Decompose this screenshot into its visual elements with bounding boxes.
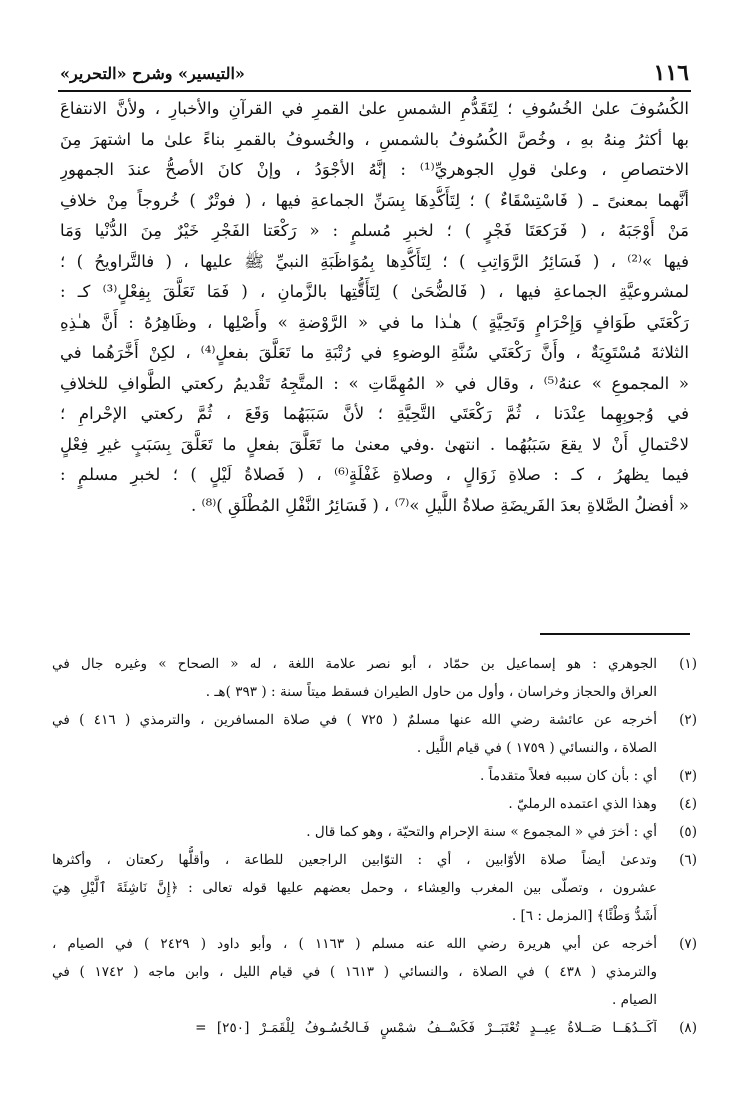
text-line: في وُجوبِهِما عِنْدَنا ، ثُمَّ رَكْعَتَي التَّحِيَّةِ ؛ لأنَّ سَبَبَهُما وَقَعَ ، ثُمَّ ركعتي الإحْرامِ ؛ [60,404,689,423]
header-divider [58,90,691,92]
footnote-2 [52,706,697,762]
text-line: الكُسُوفَ علىٰ الخُسُوفِ ؛ لِتَقَدُّمِ الشمسِ علىٰ القمرِ في القرآنِ والأخبارِ ، ولأنَّ الانتفاعَ [60,99,689,118]
text-line: فيها »⁽²⁾ ، ( فَسَائِرُ الرَّوَاتِبِ ) ؛ لِتَأَكُّدِها بِمُوَاظَبَةِ النبيِّ ﷺ عليها ، ( فالتَّراويحُ ) ؛ [60,251,689,271]
page-header [60,58,689,88]
text-line: الثلاثةَ مُسْتَوِيَةٌ ، وأَنَّ رَكْعَتَي سُنَّةِ الوضوءِ في رُتْبَةِ ما تَعَلَّقَ بفعلٍ⁽⁴⁾ ، لكِنْ أَخَّرَهُما في [60,343,689,362]
text-line: فيما يظهرُ ، كـ : صلاةِ زَوَالٍ ، وصلاةِ غَفْلَةٍ⁽⁶⁾ ، ( فَصلاةُ لَيْلٍ ) ؛ لخبرِ مسلمٍ : [60,465,689,484]
text-line: بها أكثرُ مِنهُ بهِ ، وخُصَّ الكُسُوفُ بالشمسِ ، والخُسوفُ بالقمرِ بناءً علىٰ ما اشتهرَ مِنَ [60,129,689,149]
footnote-line: عشرون ، وتصلّى بين المغرب والعِشاء ، وحمل بعضهم عليها قوله تعالى : ﴿إِنَّ نَاشِئَةَ ٱلَّيْلِ هِيَ [52,880,657,896]
footnotes [52,650,697,1042]
footnote-line: أي : بأن كان سببه فعلاً متقدماً . [480,768,657,784]
verse-line: آكَــدُهَــا صَــلاةُ عِيــدٍ تُعْتَبَــرْ فَكَسْــفُ شمْسٍ فَـالخُسُـوفُ لِلْقَمَـرْ [٢٥٠] = [195,1020,657,1036]
footnote-number: (٥) [679,824,697,840]
footnote-line: الصلاة ، والنسائي ( ١٧٥٩ ) في قيام اللَّيل . [416,740,657,756]
footnote-number: (٣) [679,768,697,784]
footnote-divider [540,633,690,635]
footnote-number: (٤) [679,796,697,812]
page-number: ١١٦ [653,60,689,86]
footnote-number: (١) [679,656,697,672]
text-line: الاختصاصِ ، وعلىٰ قولِ الجوهريِّ⁽¹⁾ : إنَّهُ الأجْوَدُ ، وإنْ كانَ الأصحُّ عندَ الجمهورِ [60,160,689,179]
text-line: أنَّهما بمعنىً ـ ( فَاسْتِسْقَاءٌ ) ؛ لِتَأَكُّدِهَا بِسَنِّ الجماعةِ فيها ، ( فوتْرٌ ) خُروجاً مِنْ خلافِ [60,190,689,210]
footnote-line: أخرجه عن أبي هريرة رضي الله عنه مسلم ( ١١٦٣ ) ، وأبو داود ( ٢٤٢٩ ) في الصيام ، [52,936,657,952]
text-line: « أفضلُ الصَّلاةِ بعدَ الفَريضَةِ صلاةُ اللَّيلِ »⁽⁷⁾ ، ( فَسَائِرُ النَّفْلِ المُطْلَقِ )⁽⁸⁾ . [191,495,689,515]
text-line: لاحْتمالِ أَنْ لا يقعَ سَبَبُهُما . انتهىٰ .وفي معنىٰ ما تَعَلَّقَ بفعلٍ ما تَعَلَّقَ بِسَبَبٍ غيرِ فِعْلٍ [60,434,689,454]
footnote-6 [52,846,697,930]
footnote-line: أي : أخرَ في « المجموع » سنة الإحرام والتحيّة ، وهو كما قال . [306,824,657,840]
footnote-number: (٨) [679,1020,697,1036]
footnote-3 [52,762,697,790]
text-line: « المجموعِ » عنهُ⁽⁵⁾ ، وقال في « المُهِمَّاتِ » : المتَّجِهُ تَقْديمُ ركعتي الطَّوافِ للخلافِ [60,373,689,393]
footnote-8 [52,1014,697,1042]
text-line: لمشروعيَّةِ الجماعةِ فيها ، ( فَالضُّحَىٰ ) لِتَأَقُّتِها بالزَّمانِ ، ( فَمَا تَعَلَّقَ بِفِعْلٍ⁽³⁾ كـ : [60,282,689,301]
footnote-line: أخرجه عن عائشة رضي الله عنها مسلمٌ ( ٧٢٥ ) في صلاة المسافرين ، والترمذي ( ٤١٦ ) في [52,712,657,728]
footnote-line: العراق والحجاز وخراسان ، وأول من حاول الطيران فسقط ميتاً سنة : ( ٣٩٣ )هـ . [205,684,657,700]
footnote-line: الجوهري : هو إسماعيل بن حمّاد ، أبو نصر علامة اللغة ، له « الصحاح » وغيره جال في [52,656,657,672]
footnote-5 [52,818,697,846]
footnote-line: الصيام . [611,992,657,1008]
footnote-4 [52,790,697,818]
text-line: مَنْ أَوْجَبَهُ ، ( فَرَكعَتَا فَجْرٍ ) ؛ لخبرِ مُسلمٍ : « رَكْعَتا الفَجْرِ خَيْرٌ مِنَ الدُّنْيا وَمَا [60,221,689,240]
footnote-number: (٢) [679,712,697,728]
main-text [60,94,689,521]
footnote-line: أَشَدُّ وَطْئًا﴾ [المزمل : ٦] . [511,908,657,924]
footnote-7 [52,930,697,1014]
footnote-number: (٧) [679,936,697,952]
footnote-line: وهذا الذي اعتمده الرمليّ . [508,796,657,812]
running-title: «التيسير» وشرح «التحرير» [60,63,245,83]
footnote-number: (٦) [679,852,697,868]
footnote-line: وتدعىٰ أيضاً صلاة الأوّابين ، أي : التوّابين الراجعين للطاعة ، وأقلُّها ركعتان ، وأكثرها [52,852,657,868]
footnote-line: والترمذي ( ٤٣٨ ) في الصلاة ، والنسائي ( ١٦١٣ ) في قيام الليل ، وابن ماجه ( ١٧٤٢ ) في [52,964,657,980]
text-line: رَكْعَتَي طَوَافٍ وَإِحْرَامٍ وَتَحِيَّةٍ ) هـٰذا ما في « الرَّوْضةِ » وأَصْلِها ، وظَاهِرُهُ : أَنَّ هـٰذِهِ [60,312,689,332]
footnote-1 [52,650,697,706]
